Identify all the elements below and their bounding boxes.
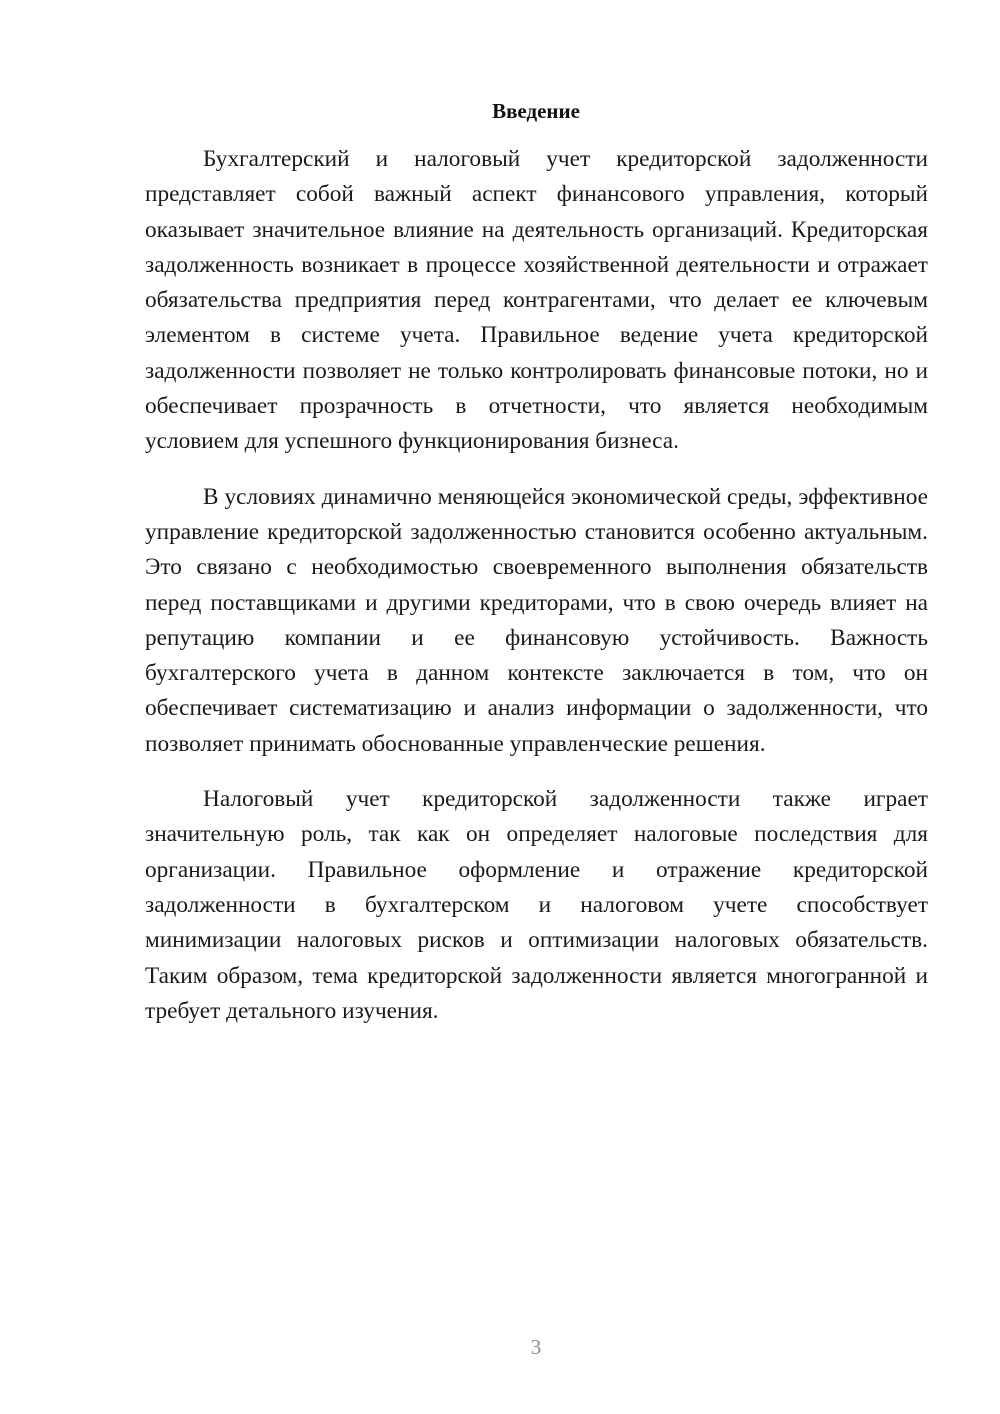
paragraph-2: В условиях динамично меняющейся экономической среды, эффективное управление кредиторской задолженностью становится особенно актуальным. Это связано с необходимостью своевременного выполнения обязательств перед поставщиками и другими кредиторами, что в свою очередь влияет на репутацию компании и ее финансовую устойчивость. Важность бухгалтерского учета в данном контексте заключается в том, что он обеспечивает систематизацию и анализ информации о задолженности, что позволяет принимать обоснованные управленческие решения. [145, 483, 928, 757]
body-text [145, 142, 928, 1049]
paragraph-3: Налоговый учет кредиторской задолженности также играет значительную роль, так как он определяет налоговые последствия для организации. Правильное оформление и отражение кредиторской задолженности в бухгалтерском и налоговом учете способствует минимизации налоговых рисков и оптимизации налоговых обязательств. Таким образом, тема кредиторской задолженности является многогранной и требует детального изучения. [145, 786, 928, 1024]
page-number: 3 [530, 1335, 542, 1359]
section-title: Введение [492, 99, 580, 123]
paragraph-1: Бухгалтерский и налоговый учет кредиторской задолженности представляет собой важный аспект финансового управления, который оказывает значительное влияние на деятельность организаций. Кредиторская задолженность возникает в процессе хозяйственной деятельности и отражает обязательства предприятия перед контрагентами, что делает ее ключевым элементом в системе учета. Правильное ведение учета кредиторской задолженности позволяет не только контролировать финансовые потоки, но и обеспечивает прозрачность в отчетности, что является необходимым условием для успешного функционирования бизнеса. [145, 146, 928, 455]
